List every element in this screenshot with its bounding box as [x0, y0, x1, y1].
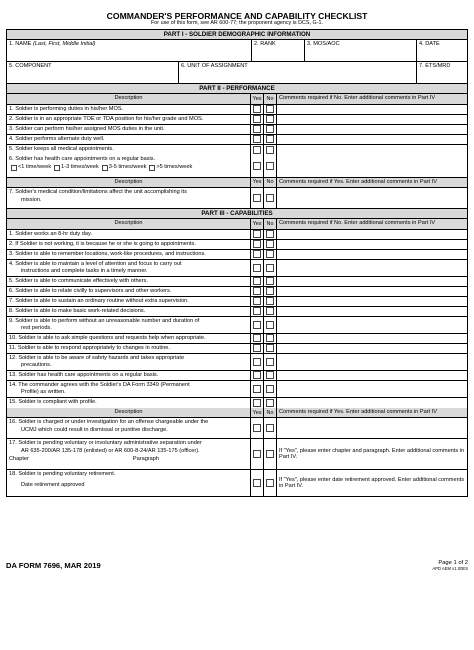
no-cell [264, 334, 277, 343]
yes-checkbox[interactable] [253, 250, 261, 258]
comment-field[interactable] [277, 470, 467, 496]
no-checkbox[interactable] [266, 385, 274, 393]
no-checkbox[interactable] [266, 194, 274, 202]
part2-item-3 [7, 125, 251, 134]
yes-checkbox[interactable] [253, 277, 261, 285]
name-label: 1. NAME [9, 41, 32, 47]
part3-item-12 [7, 354, 251, 370]
col-yes: Yes [251, 178, 264, 188]
no-cell [264, 470, 277, 496]
no-cell [264, 230, 277, 239]
part3-item-8-line1: 8. Soldier is able to make basic work-related decisions. [9, 307, 146, 314]
part3-item-17-line1: 17. Soldier is pending voluntary or involuntary administrative separation under [9, 440, 202, 447]
frequency-options [9, 164, 248, 172]
col-description: Description [7, 94, 251, 104]
yes-cell [251, 307, 264, 316]
part3-item-7 [7, 297, 251, 306]
no-checkbox[interactable] [266, 115, 274, 123]
no-cell [264, 250, 277, 259]
no-cell [264, 145, 277, 155]
freq-label-2: 1-3 times/week [61, 164, 99, 171]
freq-option-3[interactable] [102, 164, 147, 172]
part2-item-6 [7, 155, 251, 177]
part3-item-9-line1: 9. Soldier is able to perform without an unreasonable number and duration of [9, 317, 200, 324]
part1-title: PART I - SOLDIER DEMOGRAPHIC INFORMATION [7, 30, 467, 39]
part3-item-12-line2: precautions. [21, 362, 52, 369]
part3-title: PART III - CAPABILITIES [7, 209, 467, 218]
no-checkbox[interactable] [266, 162, 274, 170]
no-cell [264, 155, 277, 177]
part3-item-14-line2: Profile) as written. [21, 389, 66, 396]
yes-cell [251, 145, 264, 155]
col-yes: Yes [251, 219, 264, 229]
part3-item-11-line1: 11. Soldier is able to respond appropriately to changes in routine. [9, 344, 170, 351]
part3-item-10-line1: 10. Soldier is able to ask simple questions and requests help when appropriate. [9, 334, 206, 341]
freq-checkbox-4[interactable] [149, 165, 155, 171]
form-number: DA FORM 7696, MAR 2019 [6, 561, 101, 570]
no-cell [264, 418, 277, 438]
yes-checkbox[interactable] [253, 287, 261, 295]
part3-item-4-line2: instructions and complete tasks in a timely manner. [21, 268, 148, 275]
part3-item-2-row [7, 240, 467, 250]
freq-option-1[interactable] [11, 164, 51, 172]
part3-item-14 [7, 381, 251, 397]
part2-item-3-line1: 3. Soldier can perform his/her assigned MOS duties in the unit. [9, 125, 165, 132]
no-checkbox[interactable] [266, 250, 274, 258]
part2-column-headers [7, 94, 467, 105]
rank-field[interactable] [252, 40, 305, 61]
item-17-comment-instruction: If "Yes", please enter chapter and paragraph. Enter additional comments in Part IV. [279, 447, 465, 461]
comment-field[interactable] [277, 260, 467, 276]
no-checkbox[interactable] [266, 424, 274, 432]
freq-checkbox-2[interactable] [54, 165, 60, 171]
yes-cell [251, 371, 264, 380]
yes-cell [251, 250, 264, 259]
yes-cell [251, 230, 264, 239]
page-number: Page 1 of 2 [438, 560, 468, 566]
comment-field[interactable] [277, 105, 467, 114]
no-checkbox[interactable] [266, 125, 274, 133]
no-checkbox[interactable] [266, 105, 274, 113]
part3-item-16-line1: 16. Soldier is charged or under investigation for an offense chargeable under the [9, 419, 209, 426]
comment-field[interactable] [277, 317, 467, 333]
freq-checkbox-3[interactable] [102, 165, 108, 171]
col-description: Description [7, 178, 251, 188]
yes-cell [251, 105, 264, 114]
part3-column-headers [7, 219, 467, 230]
yes-checkbox[interactable] [253, 115, 261, 123]
no-cell [264, 307, 277, 316]
part2-item-7-line1: 7. Soldier's medical condition/limitations affect the unit accomplishing its [9, 189, 187, 196]
part3-comments-yes-header [7, 408, 467, 419]
yes-cell [251, 135, 264, 144]
col-yes: Yes [251, 94, 264, 104]
part2-item-7 [7, 188, 251, 208]
no-checkbox[interactable] [266, 277, 274, 285]
part3-item-15-line1: 15. Soldier is compliant with profile. [9, 398, 97, 405]
no-cell [264, 125, 277, 134]
part3-item-10 [7, 334, 251, 343]
no-cell [264, 240, 277, 249]
page-info [432, 560, 468, 573]
no-cell [264, 260, 277, 276]
no-checkbox[interactable] [266, 264, 274, 272]
part3-item-7-line1: 7. Soldier is able to sustain an ordinary routine without extra supervision. [9, 297, 189, 304]
col-yes: Yes [251, 408, 264, 418]
part3-item-8-row [7, 307, 467, 317]
part2-item-4-row [7, 135, 467, 145]
yes-cell [251, 125, 264, 134]
part3-item-5-row [7, 277, 467, 287]
part3-item-7-row [7, 297, 467, 307]
no-cell [264, 398, 277, 408]
part3-item-1-row [7, 230, 467, 240]
part2-item-1-line1: 1. Soldier is performing duties in his/her MOS. [9, 105, 124, 112]
part1-header-row [7, 30, 467, 40]
no-cell [264, 344, 277, 353]
part3-item-18 [7, 470, 251, 496]
yes-checkbox[interactable] [253, 194, 261, 202]
part3-item-16-line2: UCMJ which could result in dismissal or punitive discharge. [21, 426, 168, 433]
part3-item-9-row [7, 317, 467, 334]
yes-cell [251, 344, 264, 353]
part2-item-6-text: 6. Soldier has health care appointments on a regular basis. [9, 155, 156, 162]
no-cell [264, 277, 277, 286]
part3-item-2 [7, 240, 251, 249]
part3-item-16-row [7, 418, 467, 439]
freq-option-4[interactable] [149, 164, 192, 172]
ets-field[interactable] [417, 62, 467, 83]
comment-field[interactable] [277, 287, 467, 296]
yes-cell [251, 155, 264, 177]
comment-field[interactable] [277, 145, 467, 155]
comment-field[interactable] [277, 230, 467, 239]
col-comments: Comments required if No. Enter additional comments in Part IV [277, 219, 467, 229]
part3-item-18-line1: 18. Soldier is pending voluntary retirement. [9, 471, 116, 478]
col-no: No [264, 219, 277, 229]
chapter-label: Chapter [9, 455, 29, 462]
part3-item-3 [7, 250, 251, 259]
comment-field[interactable] [277, 297, 467, 306]
comment-field[interactable] [277, 371, 467, 380]
comment-field[interactable] [277, 381, 467, 397]
part2-title: PART II - PERFORMANCE [7, 84, 467, 93]
yes-cell [251, 297, 264, 306]
part3-item-2-line1: 2. If Soldier is not working, it is because he or she is going to appointments. [9, 240, 196, 247]
ets-label: 7. ETS/MRD [419, 63, 451, 69]
part3-item-5-line1: 5. Soldier is able to communicate effectively with others. [9, 277, 148, 284]
yes-checkbox[interactable] [253, 371, 261, 379]
no-checkbox[interactable] [266, 358, 274, 366]
no-checkbox[interactable] [266, 371, 274, 379]
part3-item-17-row [7, 439, 467, 470]
part3-item-1 [7, 230, 251, 239]
col-comments-yes: Comments required if Yes. Enter additional comments in Part IV [277, 408, 467, 418]
part3-item-18-row [7, 470, 467, 496]
part2-item-2 [7, 115, 251, 124]
no-cell [264, 439, 277, 469]
mos-label: 3. MOS/AOC [307, 41, 340, 47]
mos-field[interactable] [305, 40, 417, 61]
date-field[interactable] [417, 40, 467, 61]
part3-item-13-row [7, 371, 467, 381]
no-cell [264, 381, 277, 397]
yes-cell [251, 188, 264, 208]
comment-field[interactable] [277, 188, 467, 208]
part3-item-11-row [7, 344, 467, 354]
unit-field[interactable] [179, 62, 417, 83]
yes-checkbox[interactable] [253, 135, 261, 143]
part2-item-5-line1: 5. Soldier keeps all medical appointments. [9, 145, 114, 152]
no-cell [264, 317, 277, 333]
part2-item-2-row [7, 115, 467, 125]
no-checkbox[interactable] [266, 334, 274, 342]
no-checkbox[interactable] [266, 399, 274, 407]
col-comments-yes: Comments required if Yes. Enter additional comments in Part IV [277, 178, 467, 188]
part2-comments-yes-header [7, 178, 467, 189]
part3-item-4-line1: 4. Soldier is able to maintain a level of attention and focus to carry out [9, 260, 182, 267]
part3-item-17 [7, 439, 251, 469]
part3-item-11 [7, 344, 251, 353]
yes-cell [251, 354, 264, 370]
part3-item-5 [7, 277, 251, 286]
col-no: No [264, 408, 277, 418]
part2-item-4-line1: 4. Soldier performs alternate duty well. [9, 135, 105, 142]
part2-item-2-line1: 2. Soldier is in an appropriate TOE or TDA position for his/her grade and MOS. [9, 115, 204, 122]
part3-header-row [7, 209, 467, 219]
no-cell [264, 105, 277, 114]
col-no: No [264, 94, 277, 104]
name-hint: (Last, First, Middle Initial) [32, 41, 96, 47]
no-checkbox[interactable] [266, 135, 274, 143]
freq-option-2[interactable] [54, 164, 99, 172]
name-field[interactable] [7, 40, 252, 61]
part1-row-1 [7, 40, 467, 62]
yes-cell [251, 398, 264, 408]
part3-item-6-row [7, 287, 467, 297]
yes-checkbox[interactable] [253, 344, 261, 352]
checklist-form [6, 29, 468, 497]
no-checkbox[interactable] [266, 297, 274, 305]
no-cell [264, 354, 277, 370]
comment-field[interactable] [277, 334, 467, 343]
yes-cell [251, 287, 264, 296]
yes-checkbox[interactable] [253, 321, 261, 329]
component-label: 5. COMPONENT [9, 63, 52, 69]
yes-checkbox[interactable] [253, 146, 261, 154]
form-version: APD AEM v1.00ES [432, 566, 468, 572]
part2-item-4 [7, 135, 251, 144]
comment-field[interactable] [277, 354, 467, 370]
part3-item-9-line2: rest periods. [21, 325, 52, 332]
yes-cell [251, 260, 264, 276]
no-checkbox[interactable] [266, 287, 274, 295]
part3-item-14-line1: 14. The commander agrees with the Soldier's DA Form 3349 (Permanent [9, 381, 190, 388]
comment-field[interactable] [277, 115, 467, 124]
col-comments: Comments required if No. Enter additional comments in Part IV [277, 94, 467, 104]
part3-item-17-line2: AR 635-200/AR 135-178 (enlisted) or AR 600-8-24/AR 135-175 (officer). [21, 447, 200, 454]
rank-label: 2. RANK [254, 41, 276, 47]
no-checkbox[interactable] [266, 307, 274, 315]
no-cell [264, 188, 277, 208]
unit-label: 6. UNIT OF ASSIGNMENT [181, 63, 248, 69]
yes-cell [251, 334, 264, 343]
part2-item-1-row [7, 105, 467, 115]
paragraph-label: Paragraph [132, 455, 159, 462]
part3-item-6 [7, 287, 251, 296]
comment-field[interactable] [277, 155, 467, 177]
yes-checkbox[interactable] [253, 125, 261, 133]
no-cell [264, 287, 277, 296]
comment-field[interactable] [277, 398, 467, 408]
part2-item-7-row [7, 188, 467, 209]
no-checkbox[interactable] [266, 230, 274, 238]
no-checkbox[interactable] [266, 344, 274, 352]
chapter-paragraph-fields[interactable] [9, 456, 159, 464]
yes-cell [251, 470, 264, 496]
part2-item-5 [7, 145, 251, 155]
freq-label-4: >5 times/week [156, 164, 193, 171]
part2-item-3-row [7, 125, 467, 135]
yes-checkbox[interactable] [253, 230, 261, 238]
part3-item-4-row [7, 260, 467, 277]
yes-checkbox[interactable] [253, 479, 261, 487]
freq-label-1: <1 time/week [18, 164, 52, 171]
col-description: Description [7, 219, 251, 229]
no-checkbox[interactable] [266, 479, 274, 487]
yes-checkbox[interactable] [253, 162, 261, 170]
no-checkbox[interactable] [266, 450, 274, 458]
yes-checkbox[interactable] [253, 334, 261, 342]
yes-checkbox[interactable] [253, 307, 261, 315]
part3-item-16 [7, 418, 251, 438]
yes-checkbox[interactable] [253, 264, 261, 272]
yes-checkbox[interactable] [253, 358, 261, 366]
form-title: COMMANDER'S PERFORMANCE AND CAPABILITY CHECKLIST [106, 11, 368, 21]
part3-item-12-line1: 12. Soldier is able to be aware of safety hazards and takes appropriate [9, 354, 185, 361]
yes-cell [251, 240, 264, 249]
freq-checkbox-1[interactable] [11, 165, 17, 171]
retirement-date-label[interactable]: Date retirement approved [21, 481, 85, 488]
no-checkbox[interactable] [266, 321, 274, 329]
part3-item-3-row [7, 250, 467, 260]
item-18-comment-instruction: If "Yes", please enter date retirement approved. Enter additional comments in Part IV. [279, 476, 465, 490]
yes-checkbox[interactable] [253, 105, 261, 113]
yes-checkbox[interactable] [253, 297, 261, 305]
part3-item-10-row [7, 334, 467, 344]
part3-item-6-line1: 6. Soldier is able to relate civilly to supervisors and other workers. [9, 287, 172, 294]
yes-checkbox[interactable] [253, 424, 261, 432]
yes-checkbox[interactable] [253, 450, 261, 458]
no-checkbox[interactable] [266, 146, 274, 154]
comment-field[interactable] [277, 125, 467, 134]
part3-item-1-line1: 1. Soldier works an 8-hr duty day. [9, 230, 92, 237]
col-description: Description [7, 408, 251, 418]
part2-item-5-row [7, 145, 467, 155]
comment-field[interactable] [277, 277, 467, 286]
part3-item-15 [7, 398, 251, 408]
comment-field[interactable] [277, 240, 467, 249]
part2-item-6-row [7, 155, 467, 178]
part3-item-13 [7, 371, 251, 380]
part3-item-3-line1: 3. Soldier is able to remember locations, work-like procedures, and instructions. [9, 250, 206, 257]
yes-checkbox[interactable] [253, 399, 261, 407]
comment-field[interactable] [277, 344, 467, 353]
part3-item-9 [7, 317, 251, 333]
part3-item-14-row [7, 381, 467, 398]
yes-checkbox[interactable] [253, 385, 261, 393]
date-label: 4. DATE [419, 41, 440, 47]
col-no: No [264, 178, 277, 188]
yes-cell [251, 381, 264, 397]
part3-item-13-line1: 13. Soldier has health care appointments on a regular basis. [9, 371, 159, 378]
comment-field[interactable] [277, 307, 467, 316]
no-cell [264, 135, 277, 144]
no-cell [264, 371, 277, 380]
yes-checkbox[interactable] [253, 240, 261, 248]
part1-row-2 [7, 62, 467, 84]
part2-item-1 [7, 105, 251, 114]
no-checkbox[interactable] [266, 240, 274, 248]
yes-cell [251, 277, 264, 286]
yes-cell [251, 317, 264, 333]
part2-header-row [7, 84, 467, 94]
part3-item-15-row [7, 398, 467, 408]
yes-cell [251, 439, 264, 469]
component-field[interactable] [7, 62, 179, 83]
part2-item-7-line2: mission. [21, 196, 42, 203]
comment-field[interactable] [277, 135, 467, 144]
yes-cell [251, 115, 264, 124]
yes-cell [251, 418, 264, 438]
comment-field[interactable] [277, 418, 467, 438]
no-cell [264, 297, 277, 306]
part3-item-12-row [7, 354, 467, 371]
comment-field[interactable] [277, 250, 467, 259]
no-cell [264, 115, 277, 124]
comment-field[interactable] [277, 439, 467, 469]
form-subtitle: For use of this form, see AR 600-77; the proponent agency is DCS, G-1. [151, 20, 323, 26]
part3-item-4 [7, 260, 251, 276]
freq-label-3: 3-5 times/week [108, 164, 147, 171]
part3-item-8 [7, 307, 251, 316]
